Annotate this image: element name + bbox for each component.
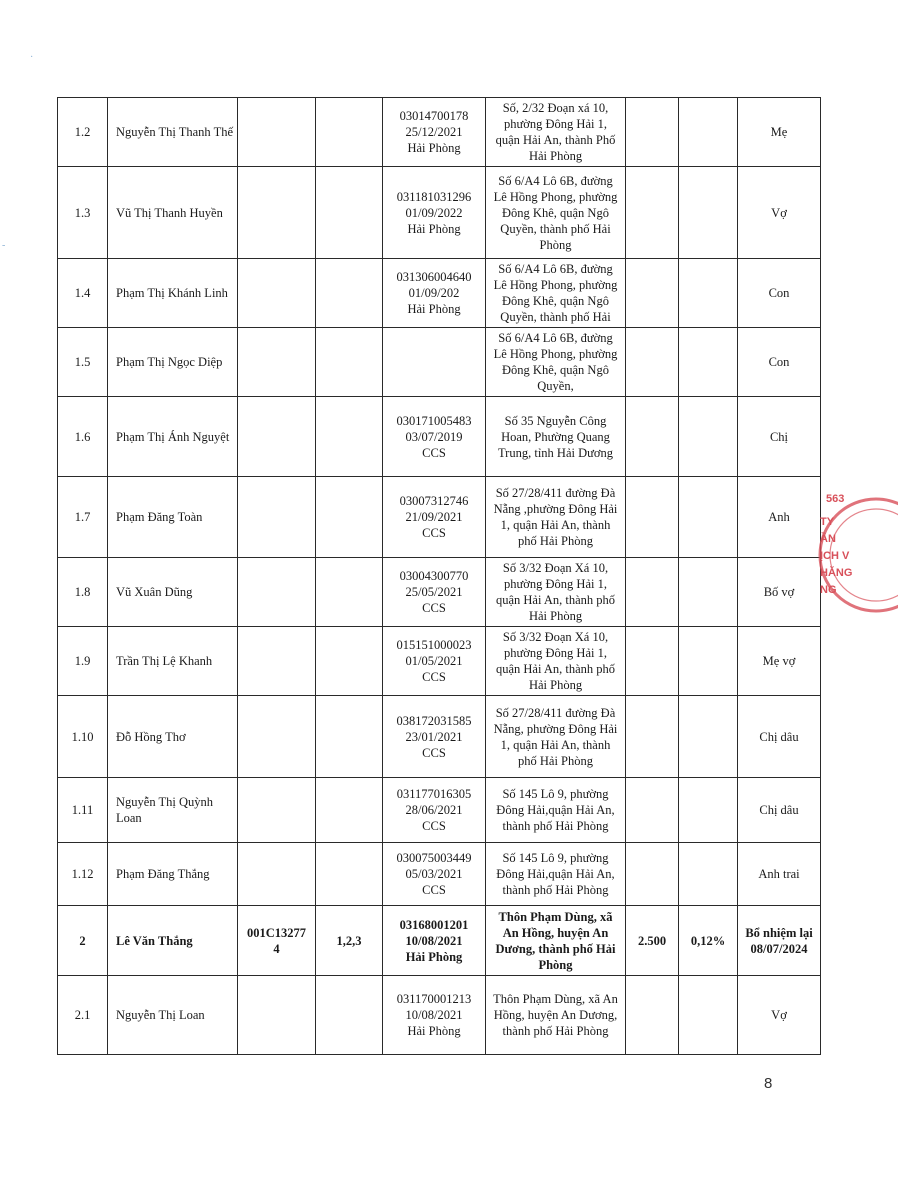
address-cell: Thôn Phạm Dùng, xã An Hồng, huyện An Dương, thành phố Hải Phòng: [486, 976, 626, 1055]
table-row: [58, 696, 821, 778]
relationship-cell: Chị dâu: [738, 696, 821, 778]
member-name-cell: Vũ Xuân Dũng: [108, 558, 238, 627]
member-name-cell: Nguyễn Thị Loan: [108, 976, 238, 1055]
table-row: [58, 98, 821, 167]
relationship-cell: Anh: [738, 477, 821, 558]
ownership-percent-cell: [679, 397, 738, 477]
scan-speck: -: [2, 240, 6, 251]
account-code-cell: [238, 98, 316, 167]
seal-text: HĂNG: [820, 567, 853, 579]
account-code-cell: [238, 477, 316, 558]
share-count-cell: [626, 778, 679, 843]
id-number-cell: 031170001213 10/08/2021 Hải Phòng: [383, 976, 486, 1055]
address-cell: Số 145 Lô 9, phường Đông Hải,quận Hải An, thành phố Hải Phòng: [486, 778, 626, 843]
ownership-percent-cell: [679, 328, 738, 397]
relationship-cell: Vợ: [738, 167, 821, 259]
row-number-cell: 1.6: [58, 397, 108, 477]
row-number-cell: 1.3: [58, 167, 108, 259]
share-count-cell: [626, 627, 679, 696]
share-count-cell: 2.500: [626, 906, 679, 976]
member-name-cell: Vũ Thị Thanh Huyền: [108, 167, 238, 259]
relation-number-cell: [316, 397, 383, 477]
account-code-cell: [238, 259, 316, 328]
account-code-cell: [238, 627, 316, 696]
ownership-percent-cell: 0,12%: [679, 906, 738, 976]
member-name-cell: Lê Văn Thắng: [108, 906, 238, 976]
member-name-cell: Phạm Đăng Thắng: [108, 843, 238, 906]
ownership-percent-cell: [679, 558, 738, 627]
relationship-cell: Mẹ vợ: [738, 627, 821, 696]
id-number-cell: 031306004640 01/09/202 Hải Phòng: [383, 259, 486, 328]
table-row: [58, 477, 821, 558]
account-code-cell: [238, 976, 316, 1055]
share-count-cell: [626, 558, 679, 627]
relation-number-cell: [316, 259, 383, 328]
ownership-percent-cell: [679, 98, 738, 167]
row-number-cell: 1.7: [58, 477, 108, 558]
seal-text: ẦN: [820, 533, 836, 545]
address-cell: Thôn Phạm Dùng, xã An Hồng, huyện An Dương, thành phố Hải Phòng: [486, 906, 626, 976]
seal-text: ỊCH V: [820, 550, 850, 562]
page-number: 8: [764, 1075, 773, 1092]
row-number-cell: 2.1: [58, 976, 108, 1055]
address-cell: Số 6/A4 Lô 6B, đường Lê Hồng Phong, phường Đông Khê, quận Ngô Quyền, thành phố Hải Phòng: [486, 167, 626, 259]
relation-number-cell: [316, 167, 383, 259]
ownership-percent-cell: [679, 778, 738, 843]
member-name-cell: Phạm Đăng Toàn: [108, 477, 238, 558]
account-code-cell: [238, 778, 316, 843]
table-row: [58, 627, 821, 696]
share-count-cell: [626, 976, 679, 1055]
member-name-cell: Trần Thị Lệ Khanh: [108, 627, 238, 696]
relation-number-cell: 1,2,3: [316, 906, 383, 976]
relation-number-cell: [316, 627, 383, 696]
company-seal: [818, 470, 898, 640]
id-number-cell: 030075003449 05/03/2021 CCS: [383, 843, 486, 906]
table-row: [58, 976, 821, 1055]
ownership-percent-cell: [679, 843, 738, 906]
share-count-cell: [626, 696, 679, 778]
id-number-cell: 038172031585 23/01/2021 CCS: [383, 696, 486, 778]
id-number-cell: 031177016305 28/06/2021 CCS: [383, 778, 486, 843]
table-row: [58, 843, 821, 906]
row-number-cell: 1.4: [58, 259, 108, 328]
ownership-percent-cell: [679, 696, 738, 778]
member-name-cell: Phạm Thị Ánh Nguyệt: [108, 397, 238, 477]
id-number-cell: 030171005483 03/07/2019 CCS: [383, 397, 486, 477]
address-cell: Số 27/28/411 đường Đà Nẵng, phường Đông Hải 1, quận Hải An, thành phố Hải Phòng: [486, 696, 626, 778]
relationship-cell: Chị dâu: [738, 778, 821, 843]
id-number-cell: [383, 328, 486, 397]
row-number-cell: 1.11: [58, 778, 108, 843]
row-number-cell: 1.5: [58, 328, 108, 397]
relationship-cell: Bố vợ: [738, 558, 821, 627]
row-number-cell: 1.12: [58, 843, 108, 906]
share-count-cell: [626, 167, 679, 259]
ownership-percent-cell: [679, 259, 738, 328]
relation-number-cell: [316, 328, 383, 397]
table-row: [58, 167, 821, 259]
address-cell: Số 6/A4 Lô 6B, đường Lê Hồng Phong, phường Đông Khê, quận Ngô Quyền,: [486, 328, 626, 397]
ownership-percent-cell: [679, 477, 738, 558]
id-number-cell: 03004300770 25/05/2021 CCS: [383, 558, 486, 627]
relationship-cell: Con: [738, 328, 821, 397]
table-body: [58, 98, 821, 1055]
relationship-cell: Anh trai: [738, 843, 821, 906]
account-code-cell: [238, 167, 316, 259]
row-number-cell: 2: [58, 906, 108, 976]
seal-text: 563: [826, 493, 845, 505]
id-number-cell: 03007312746 21/09/2021 CCS: [383, 477, 486, 558]
account-code-cell: [238, 558, 316, 627]
account-code-cell: [238, 696, 316, 778]
address-cell: Số 3/32 Đoạn Xá 10, phường Đông Hải 1, quận Hải An, thành phố Hải Phòng: [486, 558, 626, 627]
member-name-cell: Nguyễn Thị Thanh Thế: [108, 98, 238, 167]
relation-number-cell: [316, 558, 383, 627]
relation-number-cell: [316, 976, 383, 1055]
address-cell: Số 3/32 Đoạn Xá 10, phường Đông Hải 1, quận Hải An, thành phố Hải Phòng: [486, 627, 626, 696]
row-number-cell: 1.10: [58, 696, 108, 778]
address-cell: Số 6/A4 Lô 6B, đường Lê Hồng Phong, phường Đông Khê, quận Ngô Quyền, thành phố Hải: [486, 259, 626, 328]
account-code-cell: [238, 397, 316, 477]
ownership-percent-cell: [679, 976, 738, 1055]
relationship-cell: Chị: [738, 397, 821, 477]
relation-number-cell: [316, 477, 383, 558]
member-name-cell: Đỗ Hồng Thơ: [108, 696, 238, 778]
relationship-cell: Vợ: [738, 976, 821, 1055]
share-count-cell: [626, 477, 679, 558]
share-count-cell: [626, 397, 679, 477]
row-number-cell: 1.9: [58, 627, 108, 696]
id-number-cell: 015151000023 01/05/2021 CCS: [383, 627, 486, 696]
table-row: [58, 328, 821, 397]
relation-number-cell: [316, 778, 383, 843]
table-row: [58, 778, 821, 843]
relationship-table: [57, 97, 821, 1055]
ownership-percent-cell: [679, 627, 738, 696]
id-number-cell: 03168001201 10/08/2021 Hải Phòng: [383, 906, 486, 976]
row-number-cell: 1.8: [58, 558, 108, 627]
table-row: [58, 558, 821, 627]
address-cell: Số 35 Nguyễn Công Hoan, Phường Quang Trung, tỉnh Hải Dương: [486, 397, 626, 477]
relationship-cell: Con: [738, 259, 821, 328]
table-row: [58, 259, 821, 328]
share-count-cell: [626, 98, 679, 167]
seal-text: TY: [820, 516, 835, 528]
member-name-cell: Phạm Thị Khánh Linh: [108, 259, 238, 328]
share-count-cell: [626, 328, 679, 397]
share-count-cell: [626, 259, 679, 328]
ownership-percent-cell: [679, 167, 738, 259]
relationship-cell: Mẹ: [738, 98, 821, 167]
account-code-cell: [238, 843, 316, 906]
account-code-cell: 001C13277 4: [238, 906, 316, 976]
relation-number-cell: [316, 98, 383, 167]
table-row: [58, 397, 821, 477]
seal-text: NG: [820, 584, 837, 596]
address-cell: Số, 2/32 Đoạn xá 10, phường Đông Hải 1, quận Hải An, thành Phố Hải Phòng: [486, 98, 626, 167]
relation-number-cell: [316, 696, 383, 778]
row-number-cell: 1.2: [58, 98, 108, 167]
address-cell: Số 145 Lô 9, phường Đông Hải,quận Hải An, thành phố Hải Phòng: [486, 843, 626, 906]
member-name-cell: Nguyễn Thị Quỳnh Loan: [108, 778, 238, 843]
account-code-cell: [238, 328, 316, 397]
share-count-cell: [626, 843, 679, 906]
member-name-cell: Phạm Thị Ngọc Diệp: [108, 328, 238, 397]
scan-speck: ·: [30, 52, 34, 63]
relation-number-cell: [316, 843, 383, 906]
address-cell: Số 27/28/411 đường Đà Nẵng ,phường Đông Hải 1, quận Hải An, thành phố Hải Phòng: [486, 477, 626, 558]
relationship-cell: Bổ nhiệm lại 08/07/2024: [738, 906, 821, 976]
id-number-cell: 03014700178 25/12/2021 Hải Phòng: [383, 98, 486, 167]
table-row: [58, 906, 821, 976]
id-number-cell: 031181031296 01/09/2022 Hải Phòng: [383, 167, 486, 259]
